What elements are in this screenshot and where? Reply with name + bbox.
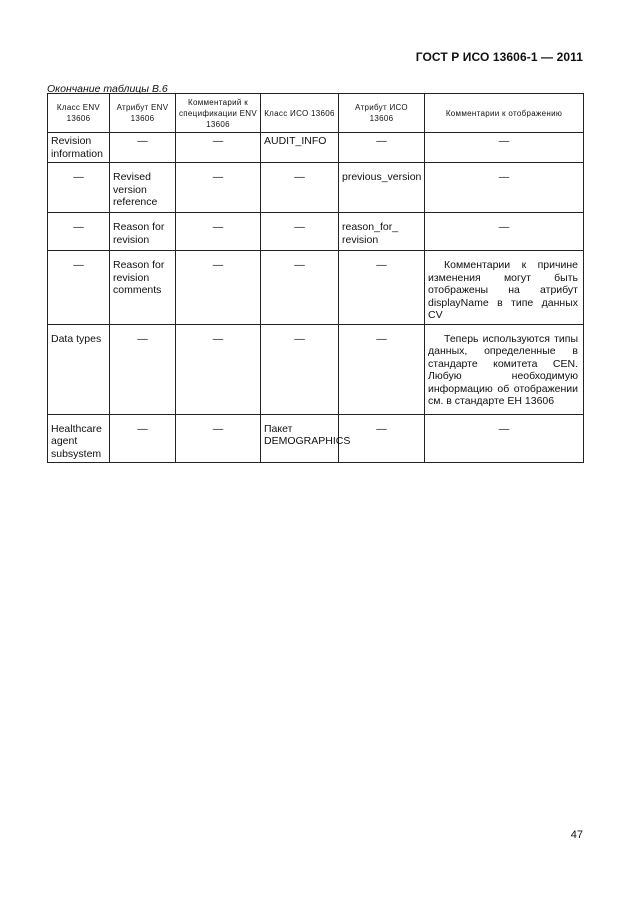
table-cell: — [425,163,584,213]
table-cell: — [48,213,110,251]
table-cell: — [110,414,176,463]
table-cell: AUDIT_INFO [261,133,339,163]
table-cell: — [339,414,425,463]
table-cell: — [339,133,425,163]
table-cell: Теперь используются типы данных, определенные в стандарте комитета CEN. Любую необходимую информацию об отображении см. в стандарте ЕН 13606 [425,324,584,414]
table-cell: Revised version reference [110,163,176,213]
table-cell: Пакет DEMOGRAPHICS [261,414,339,463]
table-cell: Revision information [48,133,110,163]
table-cell: — [110,324,176,414]
col-header-env-attribute: Атрибут ENV 13606 [110,94,176,133]
table-cell: — [261,163,339,213]
table-cell: Reason for revision [110,213,176,251]
table-cell: Комментарии к причине изменения могут быть отображены на атрибут displayName в типе данных CV [425,251,584,325]
table-cell: — [261,251,339,325]
document-header: ГОСТ Р ИСО 13606-1 — 2011 [415,50,583,64]
mapping-table [47,93,584,463]
table-cell: — [339,251,425,325]
table-cell: previous_version [339,163,425,213]
table-row [48,414,584,463]
table-cell: — [176,251,261,325]
table-cell: — [176,414,261,463]
table-cell: — [110,133,176,163]
table-row [48,213,584,251]
col-header-mapping-comment: Комментарии к отображению [425,94,584,133]
col-header-env-comment: Комментарий к спецификации ENV 13606 [176,94,261,133]
table-row [48,163,584,213]
table-cell: — [425,133,584,163]
table-cell: — [176,163,261,213]
table-cell: — [261,324,339,414]
table-cell: reason_for_ revision [339,213,425,251]
col-header-iso-class: Класс ИСО 13606 [261,94,339,133]
table-cell: — [425,213,584,251]
table-header-row [48,94,584,133]
table-row [48,251,584,325]
table-caption: Окончание таблицы В.6 [47,83,168,95]
col-header-env-class: Класс ENV 13606 [48,94,110,133]
table-cell: — [339,324,425,414]
table-cell: Data types [48,324,110,414]
table-row [48,324,584,414]
table-row [48,133,584,163]
table-cell: Reason for revision comments [110,251,176,325]
page-number: 47 [570,829,583,841]
table-cell: — [425,414,584,463]
table-cell: — [176,324,261,414]
table-cell: — [176,133,261,163]
col-header-iso-attribute: Атрибут ИСО 13606 [339,94,425,133]
table-cell: — [48,251,110,325]
table-cell: Healthcare agent subsystem [48,414,110,463]
table-cell: — [176,213,261,251]
table-cell: — [261,213,339,251]
table-cell: — [48,163,110,213]
